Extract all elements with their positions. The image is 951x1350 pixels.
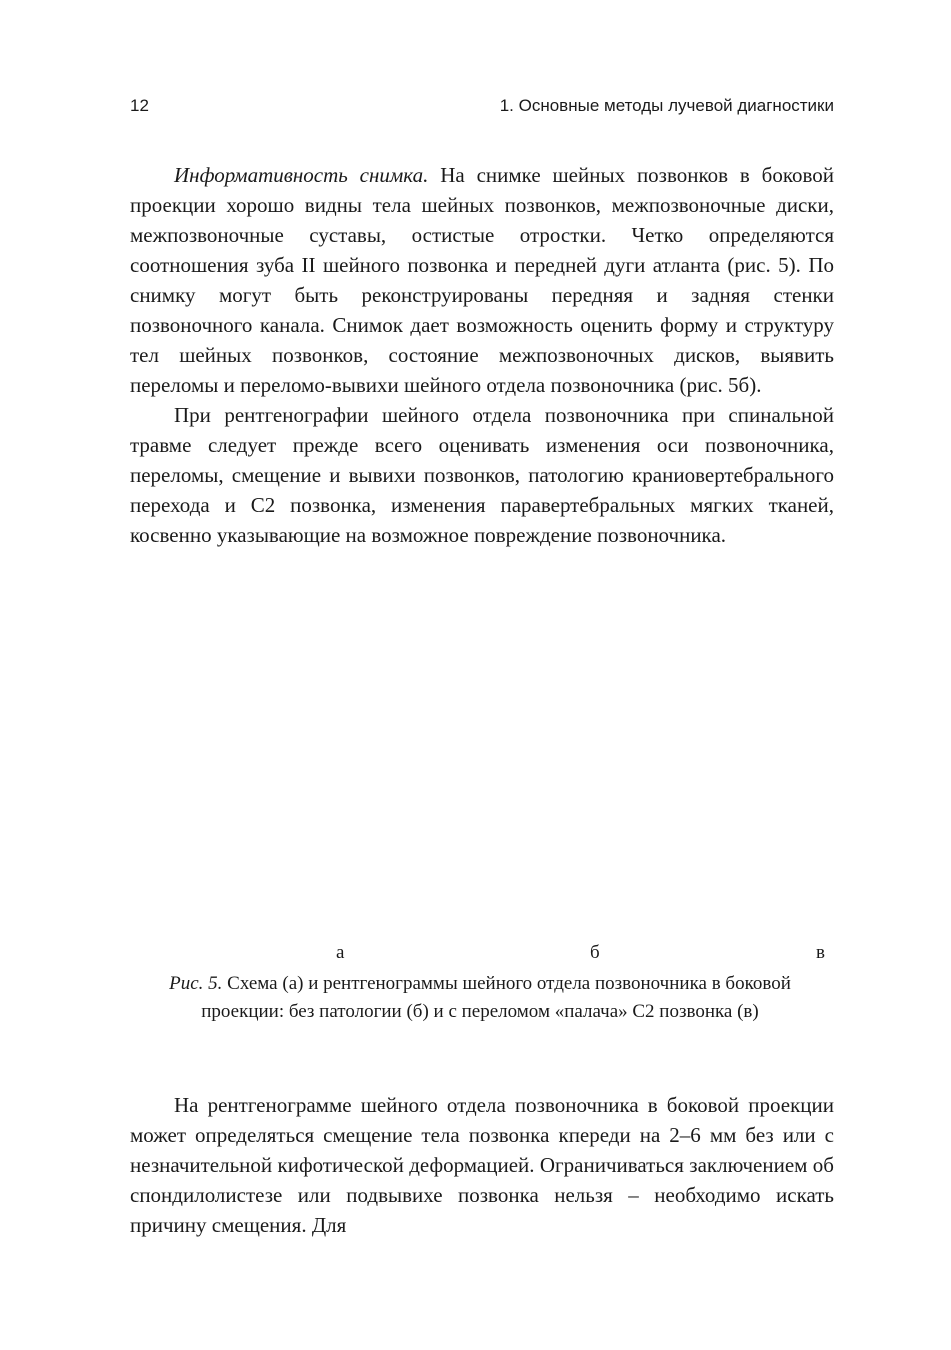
figure-5-image-area [130, 620, 834, 930]
figure-caption [140, 970, 820, 1026]
panel-label-a: а [336, 942, 345, 963]
panel-label-b: б [590, 942, 600, 963]
caption-text: Схема (а) и рентгенограммы шейного отдела позвоночника в боковой проекции: без патологии (б) и с переломом «палача» С2 позвонка (в) [201, 973, 791, 1022]
body-text-bottom [130, 1090, 834, 1240]
paragraph-text: На снимке шейных позвонков в боковой проекции хорошо видны тела шейных позвонков, межпозвоночные диски, межпозвоночные суставы, остистые отростки. Четко определяются соотношения зуба II шейного позвонка и передней дуги атланта (рис. 5). По снимку могут быть реконструированы передняя и задняя стенки позвоночного канала. Снимок дает возможность оценить форму и структуру тел шейных позвонков, состояние межпозвоночных дисков, выявить переломы и переломо-вывихи шейного отдела позвоночника (рис. 5б). [130, 163, 834, 397]
page-number: 12 [130, 96, 149, 115]
figure-panel-labels [0, 940, 951, 966]
running-header [130, 94, 834, 118]
paragraph-spinal-trauma: При рентгенографии шейного отдела позвоночника при спинальной травме следует прежде всего оценивать изменения оси позвоночника, переломы, смещение и вывихи позвонков, патологию краниовертебрального перехода и С2 позвонка, изменения паравертебральных мягких тканей, косвенно указывающие на возможное повреждение позвоночника. [130, 403, 834, 547]
caption-lead: Рис. 5. [169, 973, 223, 994]
paragraph-lead: Информативность снимка. [174, 163, 429, 187]
panel-label-v: в [816, 942, 825, 963]
body-text-top [130, 160, 834, 550]
chapter-title: 1. Основные методы лучевой диагностики [499, 96, 834, 115]
paragraph-displacement: На рентгенограмме шейного отдела позвоночника в боковой проекции может определяться смещение тела позвонка кпереди на 2–6 мм без или с незначительной кифотической деформацией. Ограничиваться заключением об спондилолистезе или подвывихе позвонка нельзя – необходимо искать причину смещения. Для [130, 1093, 834, 1237]
paragraph-informativeness [130, 160, 834, 400]
